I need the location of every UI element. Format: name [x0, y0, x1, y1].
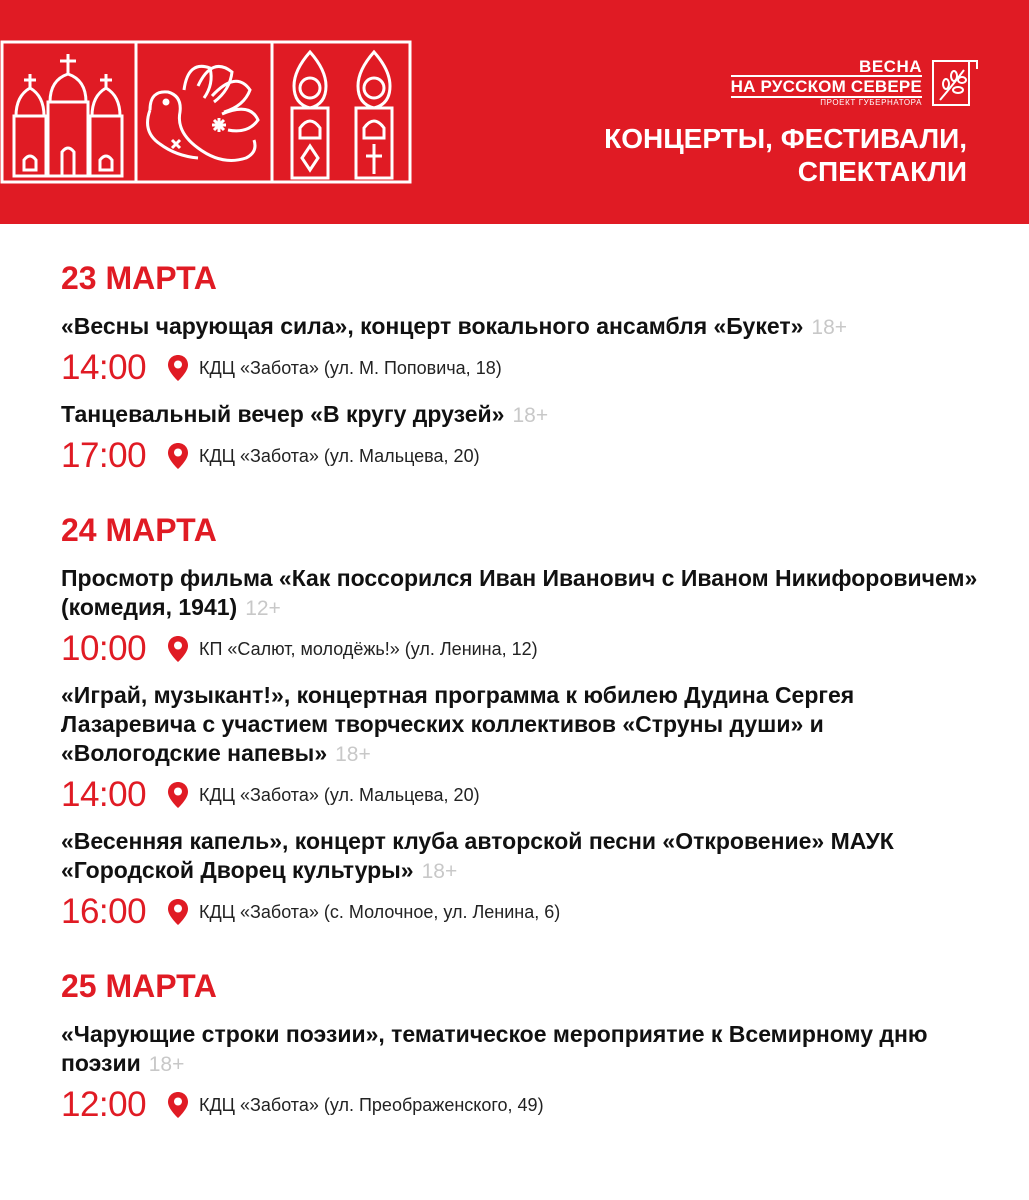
- location-pin-icon: [167, 1091, 189, 1119]
- day-section: [61, 258, 981, 482]
- willow-branch-icon: [930, 58, 980, 108]
- event-meta: [61, 1079, 981, 1131]
- event-time: 10:00: [61, 629, 147, 668]
- project-logo: [722, 58, 980, 110]
- event-title: [61, 400, 981, 430]
- event-place: КДЦ «Забота» (с. Молочное, ул. Ленина, 6): [199, 901, 561, 922]
- event-time: 14:00: [61, 775, 147, 814]
- location-pin-icon: [167, 635, 189, 663]
- folk-ornament: [0, 40, 412, 184]
- event-title-text: Просмотр фильма «Как поссорился Иван Иванович с Иваном Никифоровичем» (комедия, 1941): [61, 565, 978, 620]
- church-domes-icon: [14, 54, 122, 176]
- event-item: [61, 312, 981, 394]
- onion-tower-icon: [292, 52, 392, 178]
- event-meta: [61, 886, 981, 938]
- events-list: [61, 258, 981, 1159]
- header-banner: [0, 0, 1029, 224]
- event-time: 17:00: [61, 436, 147, 475]
- location-pin-icon: [167, 898, 189, 926]
- event-title: [61, 564, 981, 623]
- logo-title-line2: НА РУССКОМ СЕВЕРЕ: [730, 77, 922, 96]
- event-title-text: «Весенняя капель», концерт клуба авторской песни «Откровение» МАУК «Городской Дворец культуры»: [61, 828, 894, 883]
- day-section: [61, 510, 981, 938]
- event-item: [61, 400, 981, 482]
- age-rating: 18+: [512, 404, 549, 427]
- event-title-text: «Весны чарующая сила», концерт вокального ансамбля «Букет»: [61, 313, 804, 339]
- logo-title-line1: ВЕСНА: [859, 57, 922, 76]
- event-place: КДЦ «Забота» (ул. Мальцева, 20): [199, 445, 480, 466]
- event-item: [61, 827, 981, 938]
- location-pin-icon: [167, 781, 189, 809]
- age-rating: 18+: [335, 743, 371, 766]
- event-meta: [61, 623, 981, 675]
- age-rating: 18+: [148, 1053, 185, 1076]
- age-rating: 18+: [421, 860, 458, 883]
- event-place: КДЦ «Забота» (ул. Мальцева, 20): [199, 784, 480, 805]
- date-heading: 24 МАРТА: [61, 512, 217, 548]
- event-time: 16:00: [61, 892, 147, 931]
- page-title: [604, 122, 967, 188]
- event-title: [61, 827, 981, 886]
- page-title-line1: КОНЦЕРТЫ, ФЕСТИВАЛИ,: [604, 123, 967, 154]
- event-title-text: Танцевальный вечер «В кругу друзей»: [61, 401, 505, 427]
- event-title-text: «Играй, музыкант!», концертная программа к юбилею Дудина Сергея Лазаревича с участием творческих коллективов «Струны души» и «Вологодские напевы»: [61, 682, 855, 766]
- bird-icon: [148, 66, 258, 160]
- event-title-text: «Чарующие строки поэзии», тематическое мероприятие к Всемирному дню поэзии: [61, 1021, 928, 1076]
- event-meta: [61, 342, 981, 394]
- event-place: КП «Салют, молодёжь!» (ул. Ленина, 12): [199, 638, 538, 659]
- age-rating: 18+: [811, 316, 848, 339]
- event-item: [61, 681, 981, 821]
- page-title-line2: СПЕКТАКЛИ: [797, 156, 967, 187]
- event-place: КДЦ «Забота» (ул. М. Поповича, 18): [199, 357, 502, 378]
- event-title: [61, 681, 981, 769]
- day-section: [61, 966, 981, 1131]
- location-pin-icon: [167, 442, 189, 470]
- event-title: [61, 1020, 981, 1079]
- event-item: [61, 1020, 981, 1131]
- event-meta: [61, 430, 981, 482]
- age-rating: 12+: [245, 597, 281, 620]
- event-time: 14:00: [61, 348, 147, 387]
- event-item: [61, 564, 981, 675]
- date-heading: 25 МАРТА: [61, 968, 217, 1004]
- location-pin-icon: [167, 354, 189, 382]
- event-title: [61, 312, 981, 342]
- event-time: 12:00: [61, 1085, 147, 1124]
- event-place: КДЦ «Забота» (ул. Преображенского, 49): [199, 1094, 544, 1115]
- event-meta: [61, 769, 981, 821]
- logo-subtitle: ПРОЕКТ ГУБЕРНАТОРА: [820, 98, 922, 107]
- date-heading: 23 МАРТА: [61, 260, 217, 296]
